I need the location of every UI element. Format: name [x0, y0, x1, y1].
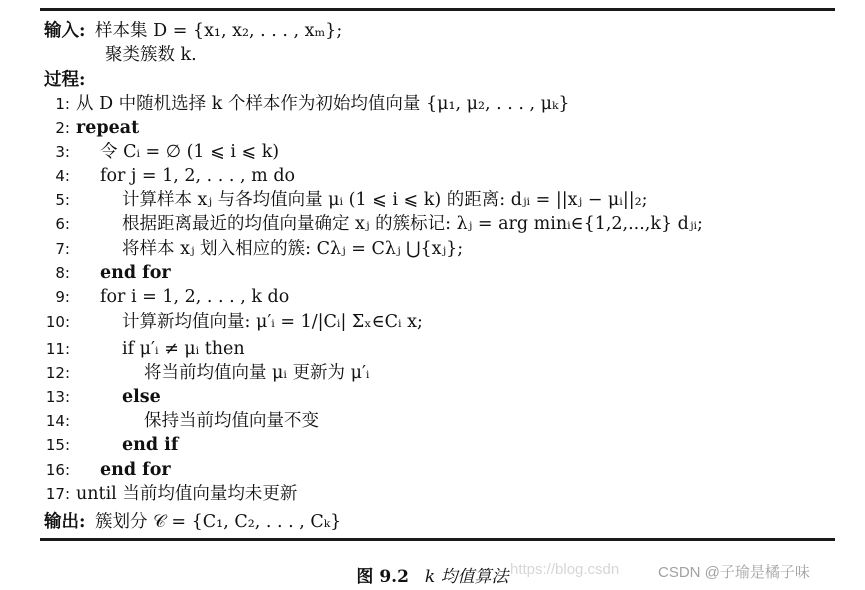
- step-text: 从 D 中随机选择 k 个样本作为初始均值向量 {μ₁, μ₂, . . . , μₖ}: [76, 94, 570, 114]
- input-label: 输入:: [44, 21, 86, 41]
- step-number: 6:: [55, 215, 70, 233]
- step-text: for j = 1, 2, . . . , m do: [100, 166, 296, 186]
- step-number: 5:: [55, 191, 70, 209]
- step-number: 7:: [55, 240, 70, 258]
- step-text: 保持当前均值向量不变: [144, 411, 319, 431]
- step-text: 根据距离最近的均值向量确定 xⱼ 的簇标记: λⱼ = arg minᵢ∈{1,2,...,k} dⱼᵢ;: [122, 214, 703, 234]
- step-text: repeat: [76, 118, 140, 138]
- top-rule: [40, 8, 835, 11]
- step-text: 计算新均值向量: μ′ᵢ = 1/|Cᵢ| Σₓ∈Cᵢ x;: [122, 312, 423, 332]
- step-text: 将样本 xⱼ 划入相应的簇: Cλⱼ = Cλⱼ ⋃{xⱼ};: [122, 239, 464, 259]
- step-11: [44, 338, 245, 360]
- step-text: else: [122, 387, 161, 407]
- step-3: [44, 141, 279, 163]
- step-text: 计算样本 xⱼ 与各均值向量 μᵢ (1 ⩽ i ⩽ k) 的距离: dⱼᵢ = ||xⱼ − μᵢ||₂;: [122, 190, 648, 210]
- process-row: [44, 69, 85, 91]
- figure-title: k 均值算法: [424, 567, 509, 587]
- input-text-1: 样本集 D = {x₁, x₂, . . . , xₘ};: [95, 21, 343, 41]
- step-text: end for: [100, 460, 171, 480]
- step-2: [44, 117, 139, 139]
- watermark: CSDN @子瑜是橘子味: [658, 564, 810, 581]
- step-16: [44, 459, 171, 481]
- step-6: [44, 213, 703, 235]
- step-text: 令 Cᵢ = ∅ (1 ⩽ i ⩽ k): [100, 142, 280, 162]
- step-number: 13:: [45, 388, 70, 406]
- step-1: [44, 93, 570, 115]
- step-10: [44, 311, 423, 333]
- input-row-2: [105, 44, 197, 66]
- input-text-2: 聚类簇数 k.: [105, 45, 197, 65]
- step-number: 3:: [55, 143, 70, 161]
- process-label: 过程:: [44, 70, 86, 90]
- step-text: end for: [100, 263, 171, 283]
- figure-number: 图 9.2: [356, 567, 409, 587]
- step-8: [44, 262, 171, 284]
- step-number: 9:: [55, 288, 70, 306]
- watermark-url: https://blog.csdn: [510, 561, 620, 578]
- step-text: end if: [122, 435, 179, 455]
- step-number: 11:: [45, 340, 70, 358]
- step-12: [44, 362, 369, 384]
- output-label: 输出:: [44, 512, 86, 532]
- step-5: [44, 189, 648, 211]
- step-number: 15:: [45, 436, 70, 454]
- bottom-rule: [40, 538, 835, 541]
- step-number: 14:: [45, 412, 70, 430]
- step-number: 8:: [55, 264, 70, 282]
- step-4: [44, 165, 295, 187]
- output-row: [44, 511, 341, 533]
- step-number: 10:: [45, 313, 70, 331]
- step-15: [44, 434, 178, 456]
- output-text: 簇划分 𝒞 = {C₁, C₂, . . . , Cₖ}: [95, 512, 342, 532]
- step-7: [44, 238, 463, 260]
- step-17: [44, 483, 297, 505]
- step-number: 1:: [55, 95, 70, 113]
- step-text: until 当前均值向量均未更新: [76, 484, 298, 504]
- step-text: if μ′ᵢ ≠ μᵢ then: [122, 339, 245, 359]
- step-13: [44, 386, 161, 408]
- step-text: 将当前均值向量 μᵢ 更新为 μ′ᵢ: [144, 363, 370, 383]
- step-text: for i = 1, 2, . . . , k do: [100, 287, 290, 307]
- step-number: 16:: [45, 461, 70, 479]
- step-number: 2:: [55, 119, 70, 137]
- step-14: [44, 410, 319, 432]
- input-row: [44, 20, 342, 42]
- step-9: [44, 286, 289, 308]
- step-number: 4:: [55, 167, 70, 185]
- step-number: 12:: [45, 364, 70, 382]
- step-number: 17:: [45, 485, 70, 503]
